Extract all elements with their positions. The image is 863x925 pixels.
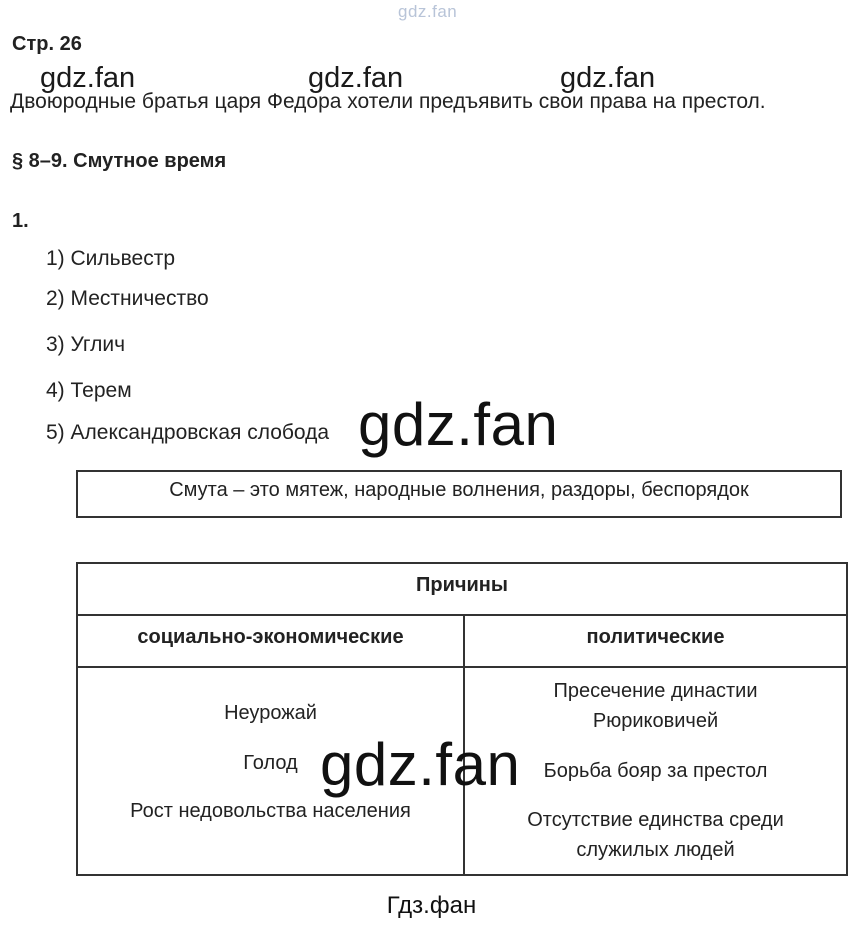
table-cell-right: Борьба бояр за престол bbox=[543, 760, 768, 782]
watermark-row-3: gdz.fan bbox=[560, 62, 656, 94]
definition-box: Смута – это мятеж, народные волнения, раздоры, беспорядок bbox=[76, 470, 842, 518]
text-line: Двоюродные братья царя Федора хотели предъявить свои права на престол. bbox=[10, 90, 766, 113]
page-label: Стр. 26 bbox=[12, 33, 82, 55]
watermark-big: gdz.fan bbox=[320, 731, 521, 798]
footer-label: Гдз.фан bbox=[386, 892, 477, 919]
column-header-socioeconomic: социально-экономические bbox=[137, 626, 404, 648]
list-item: 5) Александровская слобода bbox=[46, 421, 330, 444]
list-item: 3) Углич bbox=[46, 333, 126, 356]
task-number: 1. bbox=[12, 210, 29, 232]
section-heading: § 8–9. Смутное время bbox=[12, 150, 227, 172]
table-divider bbox=[78, 614, 846, 616]
table-cell-right: Рюриковичей bbox=[592, 710, 719, 732]
table-cell-left: Рост недовольства населения bbox=[130, 800, 411, 822]
table-divider bbox=[78, 666, 846, 668]
watermark-row-2: gdz.fan bbox=[308, 62, 404, 94]
table-cell-left: Голод bbox=[243, 752, 298, 774]
list-item: 4) Терем bbox=[46, 379, 132, 402]
watermark-top: gdz.fan bbox=[398, 2, 458, 21]
list-item: 2) Местничество bbox=[46, 287, 209, 310]
table-title: Причины bbox=[416, 574, 508, 596]
table-cell-right: Отсутствие единства среди bbox=[527, 809, 784, 831]
watermark-big: gdz.fan bbox=[358, 391, 559, 458]
table-cell-left: Неурожай bbox=[224, 702, 317, 724]
watermark-row-1: gdz.fan bbox=[40, 62, 136, 94]
column-header-political: политические bbox=[586, 626, 725, 648]
causes-table bbox=[76, 562, 848, 876]
table-cell-right: Пресечение династии bbox=[553, 680, 758, 702]
table-cell-right: служилых людей bbox=[576, 839, 735, 861]
list-item: 1) Сильвестр bbox=[46, 247, 175, 270]
